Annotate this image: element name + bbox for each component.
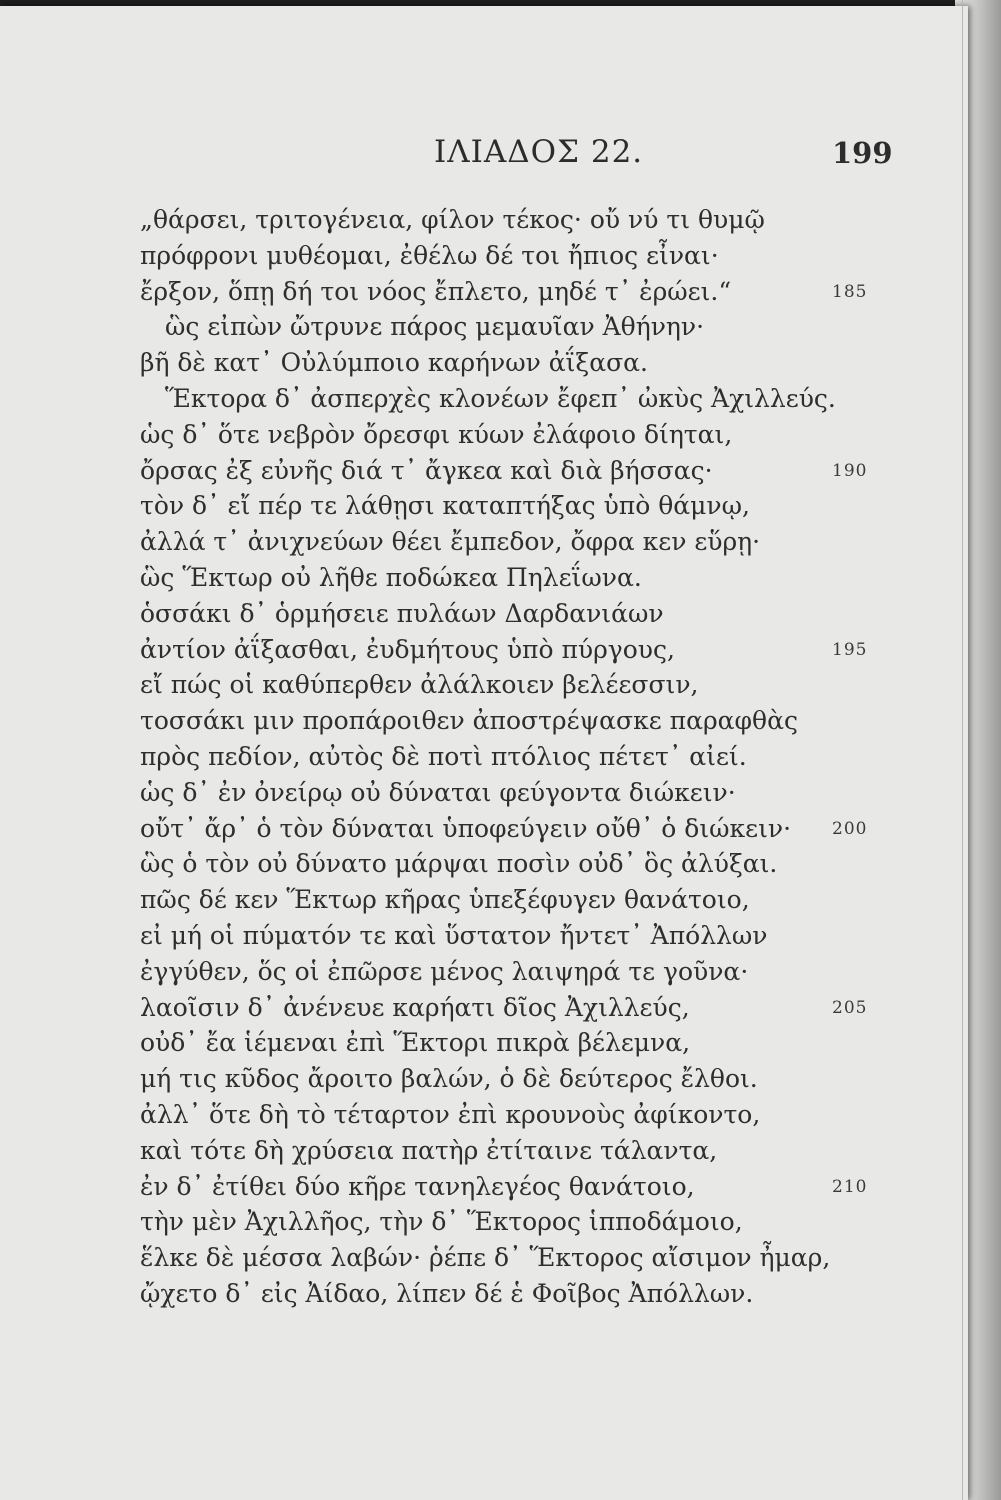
verse-line: ἐν δ᾽ ἐτίθει δύο κῆρε τανηλεγέος θανάτοιο, (140, 1171, 695, 1201)
line-number: 195 (832, 639, 868, 660)
verse-line: ἀλλ᾽ ὅτε δὴ τὸ τέταρτον ἐπὶ κρουνοὺς ἀφίκοντο, (140, 1099, 761, 1129)
verse-line: ὣς ὁ τὸν οὐ δύνατο μάρψαι ποσὶν οὐδ᾽ ὃς ἀλύξαι. (140, 849, 778, 879)
page-number: 199 (832, 136, 893, 170)
line-number: 200 (832, 818, 868, 839)
verse-line: ἀντίον ἀΐξασθαι, ἐυδμήτους ὑπὸ πύργους, (140, 634, 675, 664)
verse-line: εἴ πώς οἱ καθύπερθεν ἀλάλκοιεν βελέεσσιν, (140, 670, 699, 700)
verse-line: καὶ τότε δὴ χρύσεια πατὴρ ἐτίταινε τάλαντα, (140, 1135, 718, 1165)
verse-line: „θάρσει, τριτογένεια, φίλον τέκος· οὔ νύ τι θυμῷ (140, 205, 765, 234)
verse-line: ὣς εἰπὼν ὤτρυνε πάρος μεμαυῖαν Ἀθήνην· (165, 312, 705, 342)
verse-line: ᾤχετο δ᾽ εἰς Ἀίδαο, λίπεν δέ ἑ Φοῖβος Ἀπόλλων. (140, 1278, 754, 1308)
verse-line: τὴν μὲν Ἀχιλλῆος, τὴν δ᾽ Ἕκτορος ἱπποδάμοιο, (140, 1207, 743, 1237)
verse-line: λαοῖσιν δ᾽ ἀνένευε καρήατι δῖος Ἀχιλλεύς, (140, 992, 690, 1022)
line-number: 210 (832, 1176, 868, 1197)
verse-line: ὡς δ᾽ ὅτε νεβρὸν ὄρεσφι κύων ἐλάφοιο δίηται, (140, 419, 733, 449)
verse-line: ὄρσας ἐξ εὐνῆς διά τ᾽ ἄγκεα καὶ διὰ βήσσας· (140, 455, 713, 485)
running-title: ΙΛΙΑΔΟΣ 22. (434, 134, 644, 170)
verse-line: πῶς δέ κεν Ἕκτωρ κῆρας ὑπεξέφυγεν θανάτοιο, (140, 885, 750, 915)
verse-line: πρόφρονι μυθέομαι, ἐθέλω δέ τοι ἤπιος εἶναι· (140, 240, 719, 270)
verse-line: ὣς Ἕκτωρ οὐ λῆθε ποδώκεα Πηλεΐωνα. (140, 562, 642, 592)
line-number: 185 (832, 281, 868, 302)
verse-line: μή τις κῦδος ἄροιτο βαλών, ὁ δὲ δεύτερος ἔλθοι. (140, 1064, 758, 1094)
page-edge-line (962, 0, 963, 1500)
verse-line: οὐδ᾽ ἔα ἱέμεναι ἐπὶ Ἕκτορι πικρὰ βέλεμνα, (140, 1028, 691, 1058)
verse-line: εἰ μή οἱ πύματόν τε καὶ ὕστατον ἤντετ᾽ Ἀπόλλων (140, 920, 768, 950)
verse-line: τοσσάκι μιν προπάροιθεν ἀποστρέψασκε παραφθὰς (140, 706, 798, 736)
line-number: 205 (832, 997, 868, 1018)
book-page (0, 6, 968, 1500)
page-header (0, 134, 968, 184)
verse-line: ἕλκε δὲ μέσσα λαβών· ῥέπε δ᾽ Ἕκτορος αἴσιμον ἦμαρ, (140, 1243, 831, 1273)
verse-line: ὁσσάκι δ᾽ ὁρμήσειε πυλάων Δαρδανιάων (140, 598, 664, 628)
verse-line: βῆ δὲ κατ᾽ Οὐλύμποιο καρήνων ἀΐξασα. (140, 348, 648, 378)
line-number: 190 (832, 460, 868, 481)
verse-line: ὡς δ᾽ ἐν ὀνείρῳ οὐ δύναται φεύγοντα διώκειν· (140, 777, 736, 807)
verse-line: τὸν δ᾽ εἴ πέρ τε λάθῃσι καταπτήξας ὑπὸ θάμνῳ, (140, 491, 750, 521)
verse-line: οὔτ᾽ ἄρ᾽ ὁ τὸν δύναται ὑποφεύγειν οὔθ᾽ ὁ διώκειν· (140, 813, 792, 843)
verse-text-block (140, 202, 868, 1312)
verse-line: Ἕκτορα δ᾽ ἀσπερχὲς κλονέων ἔφεπ᾽ ὠκὺς Ἀχιλλεύς. (165, 383, 836, 413)
verse-line: ἀλλά τ᾽ ἀνιχνεύων θέει ἔμπεδον, ὄφρα κεν εὕρῃ· (140, 527, 761, 557)
verse-line: ἔρξον, ὅπῃ δή τοι νόος ἔπλετο, μηδέ τ᾽ ἐρώει.“ (140, 276, 732, 306)
verse-line: ἐγγύθεν, ὅς οἱ ἐπῶρσε μένος λαιψηρά τε γοῦνα· (140, 956, 749, 986)
verse-line: πρὸς πεδίον, αὐτὸς δὲ ποτὶ πτόλιος πέτετ᾽ αἰεί. (140, 741, 747, 771)
